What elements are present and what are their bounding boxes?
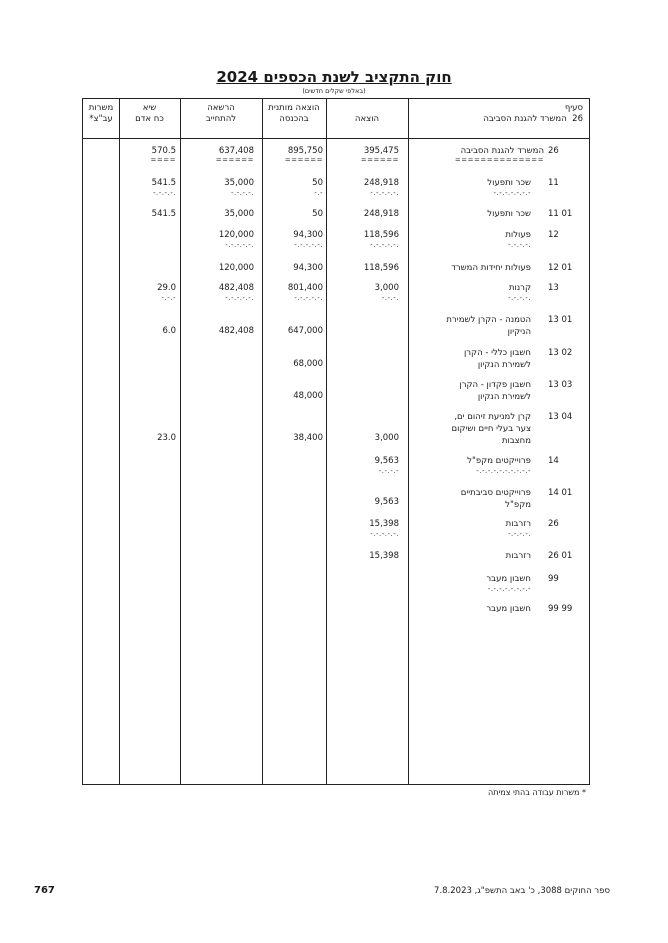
authorization-value: 35,000 [224, 178, 254, 188]
peak-header: שיא כח אדם [135, 103, 164, 124]
authorization-underline: -.-.-.-. [230, 189, 254, 197]
conditional-value: 68,000 [293, 359, 323, 369]
row-name: פרוייקטים סביבתיים מקפ"ל [460, 488, 531, 510]
expense-value: 248,918 [363, 178, 399, 188]
peak-underline: -.-.-.-. [152, 189, 176, 197]
row-name-underline: -.-.-.-.-.-.- [493, 189, 531, 197]
row-code: 99 [548, 574, 559, 584]
column-divider [326, 99, 327, 784]
row-code: 13 [548, 283, 559, 293]
row-name-underline: ============== [454, 156, 544, 164]
conditional-underline: -.- [314, 189, 323, 197]
peak-underline: -.-.- [161, 294, 176, 302]
conditional-underline: -.-.-.-.-. [294, 241, 323, 249]
peak-value: 541.5 [151, 209, 176, 219]
conditional-value: 895,750 [287, 146, 323, 156]
expense-value: 9,563 [374, 456, 399, 466]
row-name: רזרבות [505, 551, 531, 561]
row-code: 11 [548, 178, 559, 188]
row-name-underline: -.-.-.-.-.-.-.-.-.- [476, 467, 531, 475]
column-divider [262, 99, 263, 784]
publication-info: ספר החוקים 3088, כ' באב התשפ"ג, 7.8.2023 [434, 886, 610, 896]
authorization-value: 637,408 [218, 146, 254, 156]
conditional-value: 50 [312, 209, 323, 219]
row-name-underline: -.-.-.-. [507, 294, 531, 302]
authorization-value: 120,000 [218, 230, 254, 240]
authorization-value: 482,408 [218, 283, 254, 293]
row-code: 13 01 [548, 315, 573, 325]
conditional-underline: ====== [284, 156, 323, 164]
authorization-header: הרשאה להתחייב [205, 103, 237, 124]
expense-value: 3,000 [374, 283, 399, 293]
row-code: 26 [548, 146, 559, 156]
expense-value: 118,596 [363, 230, 399, 240]
authorization-underline: -.-.-.-.-. [225, 294, 254, 302]
peak-value: 6.0 [162, 326, 176, 336]
row-name: הטמנה - הקרן לשמירת הניקיון [446, 315, 531, 337]
row-code: 14 [548, 456, 559, 466]
peak-value: 23.0 [157, 433, 176, 443]
column-divider [180, 99, 181, 784]
authorization-value: 35,000 [224, 209, 254, 219]
expense-value: 395,475 [363, 146, 399, 156]
expense-underline: -.-.-.-.-. [370, 530, 399, 538]
row-name-underline: -.-.-.-.-.-.-.- [487, 585, 531, 593]
expense-underline: ====== [360, 156, 399, 164]
conditional-value: 647,000 [287, 326, 323, 336]
row-code: 12 01 [548, 263, 573, 273]
conditional-value: 801,400 [287, 283, 323, 293]
row-name: פעולות יחידות המשרד [451, 263, 531, 273]
peak-underline: ==== [150, 156, 176, 164]
expense-value: 248,918 [363, 209, 399, 219]
conditional-value: 50 [312, 178, 323, 188]
row-name: פעולות [505, 230, 531, 240]
peak-value: 541.5 [151, 178, 176, 188]
page-title: חוק התקציב לשנת הכספים 2024 [216, 68, 452, 86]
expense-value: 3,000 [374, 433, 399, 443]
row-name: קרנות [508, 283, 531, 293]
row-name: רזרבות [505, 519, 531, 529]
row-code: 13 02 [548, 348, 573, 358]
expense-value: 9,563 [374, 497, 399, 507]
row-code: 12 [548, 230, 559, 240]
conditional-header: הוצאה מותנית בהכנסה [268, 103, 320, 124]
footnote: * משרות עבודה בהתי צמיתה [488, 788, 586, 797]
row-name: המשרד להגנת הסביבה [460, 146, 544, 156]
row-name: חשבון כללי - הקרן לשמירת הנקיון [463, 348, 531, 370]
row-name: חשבון פקדון - הקרן לשמירת הנקיון [459, 380, 531, 402]
peak-value: 29.0 [157, 283, 176, 293]
authorization-underline: -.-.-.-.-. [225, 241, 254, 249]
expense-value: 15,398 [369, 551, 399, 561]
row-code: 99 99 [548, 604, 573, 614]
page-subtitle: (באלפי שקלים חדשים) [302, 87, 366, 95]
expense-underline: -.-.-. [381, 294, 399, 302]
column-divider [119, 99, 120, 784]
expense-value: 15,398 [369, 519, 399, 529]
row-code: 13 03 [548, 380, 573, 390]
row-code: 13 04 [548, 412, 573, 422]
row-name: שכר ותפעול [487, 178, 531, 188]
expense-value: 118,596 [363, 263, 399, 273]
expense-underline: -.-.-.- [378, 467, 399, 475]
page-number: 767 [34, 885, 55, 896]
row-code: 26 [548, 519, 559, 529]
row-code: 26 01 [548, 551, 573, 561]
header-divider [83, 138, 589, 139]
row-code: 14 01 [548, 488, 573, 498]
section-header: סעיף 26 המשרד להגנת הסביבה [483, 103, 583, 124]
row-name-underline: -.-.-.-. [507, 241, 531, 249]
peak-value: 570.5 [151, 146, 176, 156]
row-name: שכר ותפעול [487, 209, 531, 219]
conditional-value: 94,300 [293, 230, 323, 240]
authorization-value: 120,000 [218, 263, 254, 273]
conditional-value: 94,300 [293, 263, 323, 273]
row-name-underline: -.-.-.-. [507, 530, 531, 538]
row-name: חשבון מעבר [486, 604, 531, 614]
row-name: פרוייקטים מקפ"ל [467, 456, 531, 466]
row-code: 11 01 [548, 209, 573, 219]
authorization-underline: ====== [215, 156, 254, 164]
row-name: קרן למניעת זיהום ים, צער בעלי חיים ושיקום מחצבות [451, 412, 531, 446]
expense-header: הוצאה [354, 114, 380, 124]
conditional-underline: -.-.-.-.-. [294, 294, 323, 302]
jobs-header: משרות עב"צ* [88, 103, 114, 124]
expense-underline: -.-.-.-.-. [370, 241, 399, 249]
conditional-value: 48,000 [293, 391, 323, 401]
row-name: חשבון מעבר [486, 574, 531, 584]
conditional-value: 38,400 [293, 433, 323, 443]
expense-underline: -.-.-.-.-. [370, 189, 399, 197]
budget-table [82, 98, 590, 785]
authorization-value: 482,408 [218, 326, 254, 336]
